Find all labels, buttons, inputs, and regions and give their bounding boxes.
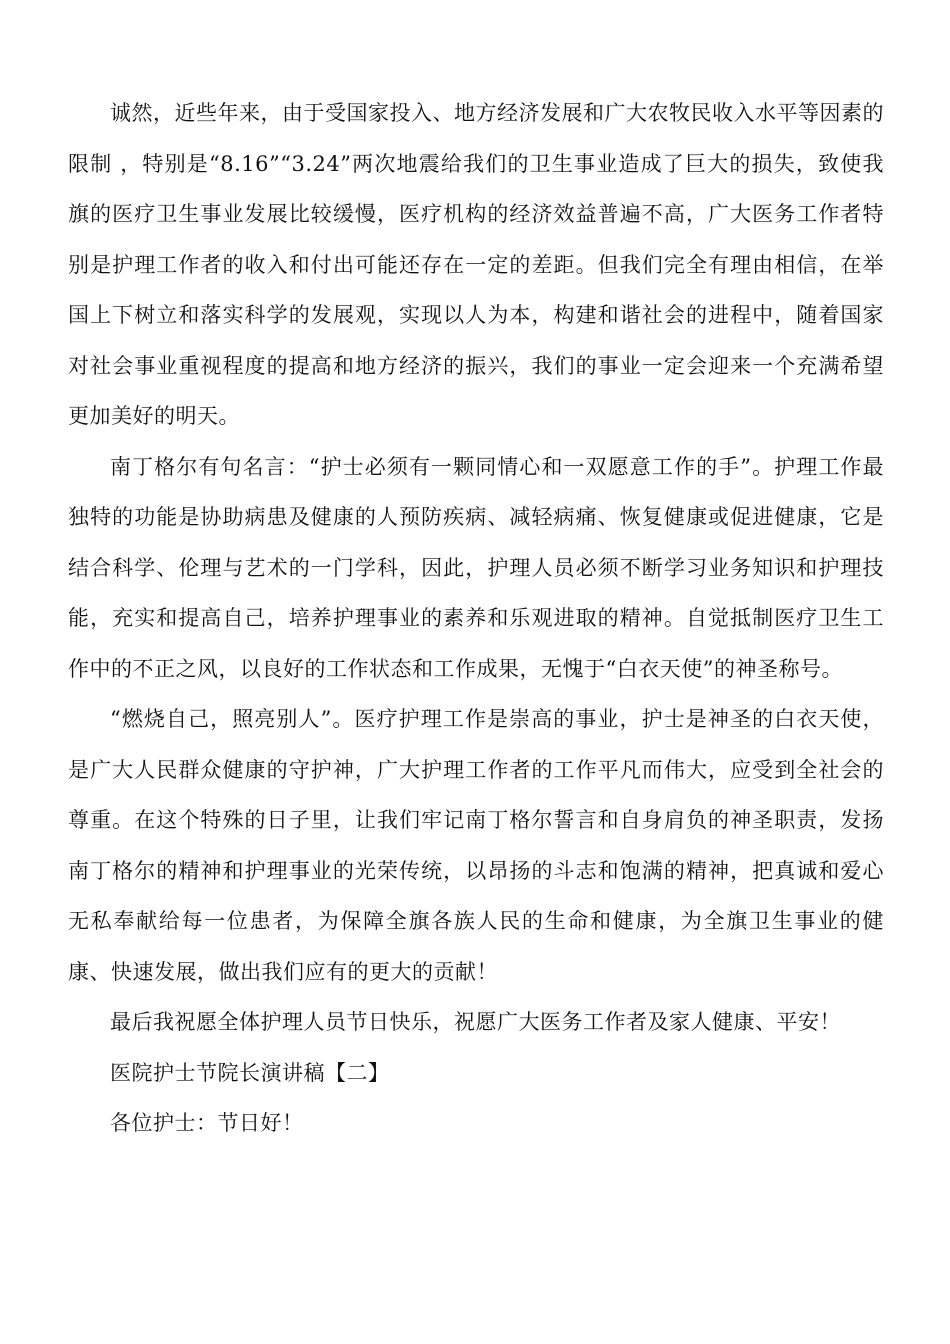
paragraph-1: 诚然，近些年来，由于受国家投入、地方经济发展和广大农牧民收入水平等因素的限制 ，特别是“8.16”“3.24”两次地震给我们的卫生事业造成了巨大的损失，致使我旗的医疗卫生事业发展比较缓慢，医疗机构的经济效益普遍不高，广大医务工作者特别是护理工作者的收入和付出可能还存在一定的差距。但我们完全有理由相信，在举国上下树立和落实科学的发展观，实现以人为本，构建和谐社会的进程中，随着国家对社会事业重视程度的提高和地方经济的振兴，我们的事业一定会迎来一个充满希望更加美好的明天。 [68,101,884,428]
section-title: 医院护士节院长演讲稿【二】 [110,1060,390,1085]
paragraph-2: 南丁格尔有句名言：“护士必须有一颗同情心和一双愿意工作的手”。护理工作最独特的功能是协助病患及健康的人预防疾病、减轻病痛、恢复健康或促进健康，它是结合科学、伦理与艺术的一门学科，因此，护理人员必须不断学习业务知识和护理技能，充实和提高自己，培养护理事业的素养和乐观进取的精神。自觉抵制医疗卫生工作中的不正之风，以良好的工作状态和工作成果，无愧于“白衣天使”的神圣称号。 [68,454,884,681]
paragraph-3: “燃烧自己，照亮别人”。医疗护理工作是崇高的事业，护士是神圣的白衣天使，是广大人民群众健康的守护神，广大护理工作者的工作平凡而伟大，应受到全社会的尊重。在这个特殊的日子里，让我们牢记南丁格尔誓言和自身肩负的神圣职责，发扬南丁格尔的精神和护理事业的光荣传统，以昂扬的斗志和饱满的精神，把真诚和爱心无私奉献给每一位患者，为保障全旗各族人民的生命和健康，为全旗卫生事业的健康、快速发展，做出我们应有的更大的贡献！ [68,707,884,984]
greeting-line: 各位护士：节日好！ [110,1111,304,1135]
paragraph-closing-wish: 最后我祝愿全体护理人员节日快乐，祝愿广大医务工作者及家人健康、平安！ [110,1010,841,1034]
document-body [68,88,884,1149]
